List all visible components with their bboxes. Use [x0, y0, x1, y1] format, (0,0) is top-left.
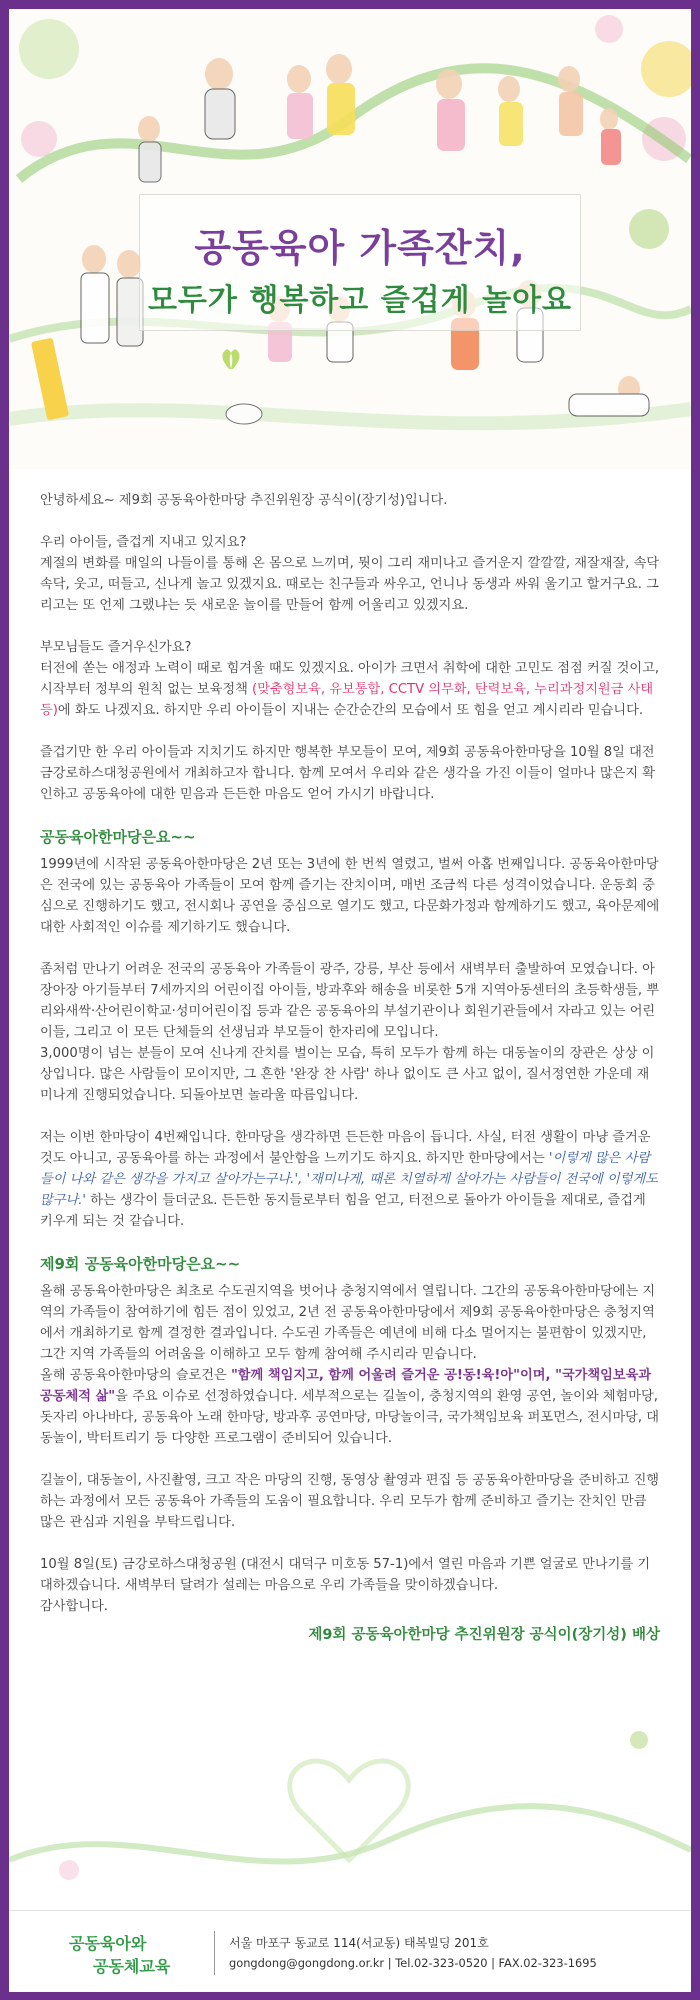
section-title: 제9회 공동육아한마당은요~~: [40, 1255, 241, 1273]
bottom-decoration: [9, 1660, 691, 1910]
paragraph-text: 을 주요 이슈로 선정하였습니다. 세부적으로는 길놀이, 충청지역의 환영 공연, 놀이와 체험마당, 돗자리 아나바다, 공동육아 노래 한마당, 방과후 공연마당, 마당놀이극, 국가책임보육 퍼포먼스, 전시마당, 대동놀이, 박터트리기 등 다양한 프로그램이 준비되어 있습니다.: [40, 1389, 660, 1446]
hero-title-box: [139, 194, 581, 331]
paragraph: 10월 8일(토) 금강로하스대청공원 (대전시 대덕구 미호동 57-1)에서 열린 마음과 기쁜 얼굴로 만나기를 기대하겠습니다. 새벽부터 달려가 설레는 마음으로 우리 가족들을 맞이하겠습니다. 감사합니다.: [40, 1557, 651, 1614]
contact-line: gongdong@gongdong.or.kr | Tel.02-323-0520 | FAX.02-323-1695: [229, 1956, 597, 1970]
org-logo: [69, 1931, 189, 1976]
paragraph-text: 하는 생각이 들더군요. 든든한 동지들로부터 힘을 얻고, 터전으로 돌아가 아이들을 제대로, 즐겁게 키우게 되는 것 같습니다.: [40, 1193, 646, 1229]
paragraph-text: 부모님들도 즐거우신가요? 터전에 쏟는 애정과 노력이 때로 힘겨울 때도 있겠지요. 아이가 크면서 취학에 대한 고민도 점점 커질 것이고, 시작부터 정부의 원칙 없는 보육정책: [40, 640, 660, 697]
logo-text-line2: 공동체교육: [93, 1957, 171, 1976]
footer: [9, 1910, 691, 1992]
paragraph: 좀처럼 만나기 어려운 전국의 공동육아 가족들이 광주, 강릉, 부산 등에서 새벽부터 출발하여 모였습니다. 아장아장 아기들부터 7세까지의 어린이집 아이들, 방과후와 해송을 비롯한 5개 지역아동센터의 초등학생들, 뿌리와새싹·산어린이학교·성미어린이집 등과 같은 공동육아의 부설기관이나 회원기관들에서 자라고 있는 어린이들, 그리고 이 모든 단체들의 선생님과 부모들이 한자리에 모입니다. 3,000명이 넘는 분들이 모여 신나게 잔치를 벌이는 모습, 특히 모두가 함께 하는 대동놀이의 장관은 상상 이상입니다. 많은 사람들이 모이지만, 그 흔한 '완장 찬 사람' 하나 없이도 큰 사고 없이, 질서정연한 가운데 재미나게 진행되었습니다. 되돌아보면 놀라울 따름입니다.: [40, 962, 660, 1103]
paragraph: 우리 아이들, 즐겁게 지내고 있지요? 계절의 변화를 매일의 나들이를 통해 온 몸으로 느끼며, 뭣이 그리 재미나고 즐거운지 깔깔깔, 재잘재잘, 속닥속닥, 웃고, 떠들고, 신나게 놀고 있겠지요. 때로는 친구들과 싸우고, 언니나 동생과 싸워 울기고 할거구요. 그리고는 또 언제 그랬냐는 듯 새로운 놀이를 만들어 함께 어울리고 있겠지요.: [40, 535, 660, 613]
paragraph: [40, 1365, 660, 1449]
hero-title-line1: 공동육아 가족잔치,: [194, 226, 526, 270]
hero-title-line2: 모두가 행복하고 즐겁게 놀아요: [147, 283, 573, 318]
greeting: 안녕하세요~ 제9회 공동육아한마당 추진위원장 공식이(장기성)입니다.: [40, 493, 448, 508]
paragraph: [40, 637, 660, 721]
paragraph: 즐겁기만 한 우리 아이들과 지치기도 하지만 행복한 부모들이 모여, 제9회 공동육아한마당을 10월 8일 대전 금강로하스대청공원에서 개최하고자 합니다. 함께 모여서 우리와 같은 생각을 가진 이들이 얼마나 많은지 확인하고 공동육아에 대한 믿음과 든든한 마음도 얻어 가시기 바랍니다.: [40, 745, 656, 802]
paragraph-text: 에 화도 나겠지요. 하지만 우리 아이들이 지내는 순간순간의 모습에서 또 힘을 얻고 계시리라 믿습니다.: [57, 703, 644, 718]
policy-highlight: (맞춤형보육, 유보통합, CCTV 의무화, 탄력보육, 누리과정지원금 사태 등): [40, 682, 654, 718]
paragraph: [40, 1127, 660, 1232]
letter-body: [40, 490, 660, 1646]
contact-info: [229, 1933, 597, 1973]
paragraph-text: 올해 공동육아한마당의 슬로건은: [40, 1368, 231, 1383]
logo-text-line1: 공동육아와: [69, 1934, 147, 1953]
footer-divider: [214, 1931, 215, 1975]
paragraph-text: 저는 이번 한마당이 4번째입니다. 한마당을 생각하면 든든한 마음이 듭니다. 사실, 터전 생활이 마냥 즐거운 것도 아니고, 공동육아를 하는 과정에서 불안함을 느끼기도 하지요. 하지만 한마당에서는: [40, 1130, 651, 1166]
paragraph: 올해 공동육아한마당은 최초로 수도권지역을 벗어나 충청지역에서 열립니다. 그간의 공동육아한마당에는 지역의 가족들이 참여하기에 힘든 점이 있었고, 2년 전 공동육아한마당에서 제9회 공동육아한마당은 충청지역에서 개최하기로 함께 결정한 결과입니다. 수도권 가족들은 예년에 비해 다소 멀어지는 불편함이 있겠지만, 그간 지역 가족들의 어려움을 이해하고 모두 함께 참여해 주시리라 믿습니다.: [40, 1284, 656, 1362]
signature: 제9회 공동육아한마당 추진위원장 공식이(장기성) 배상: [308, 1627, 660, 1643]
slogan-highlight: "함께 책임지고, 함께 어울려 즐거운 공!동!육!아"이며, "국가책임보육과 공동체적 삶": [40, 1368, 652, 1404]
quote-highlight: '이렇게 많은 사람들이 나와 같은 생각을 가지고 살아가는구나.', '재미나게, 때론 치열하게 살아가는 사람들이 전국에 이렇게도 많구나.': [40, 1151, 658, 1208]
address: 서울 마포구 동교로 114(서교동) 태복빌딩 201호: [229, 1936, 489, 1950]
paragraph: 1999년에 시작된 공동육아한마당은 2년 또는 3년에 한 번씩 열렸고, 벌써 아홉 번째입니다. 공동육아한마당은 전국에 있는 공동육아 가족들이 모여 함께 즐기는 잔치이며, 매번 조금씩 다른 성격이었습니다. 운동회 중심으로 진행하기도 했고, 전시회나 공연을 중심으로 열기도 했고, 다문화가정과 함께하기도 했고, 육아문제에 대한 사회적인 이슈를 제기하기도 했습니다.: [40, 857, 660, 935]
paragraph: 길놀이, 대동놀이, 사진촬영, 크고 작은 마당의 진행, 동영상 촬영과 편집 등 공동육아한마당을 준비하고 진행하는 과정에서 모든 공동육아 가족들의 도움이 필요합니다. 우리 모두가 함께 준비하고 즐기는 잔치인 만큼 많은 관심과 지원을 부탁드립니다.: [40, 1473, 660, 1530]
section-title: 공동육아한마당은요~~: [40, 828, 196, 846]
hero-illustration: [9, 9, 691, 469]
